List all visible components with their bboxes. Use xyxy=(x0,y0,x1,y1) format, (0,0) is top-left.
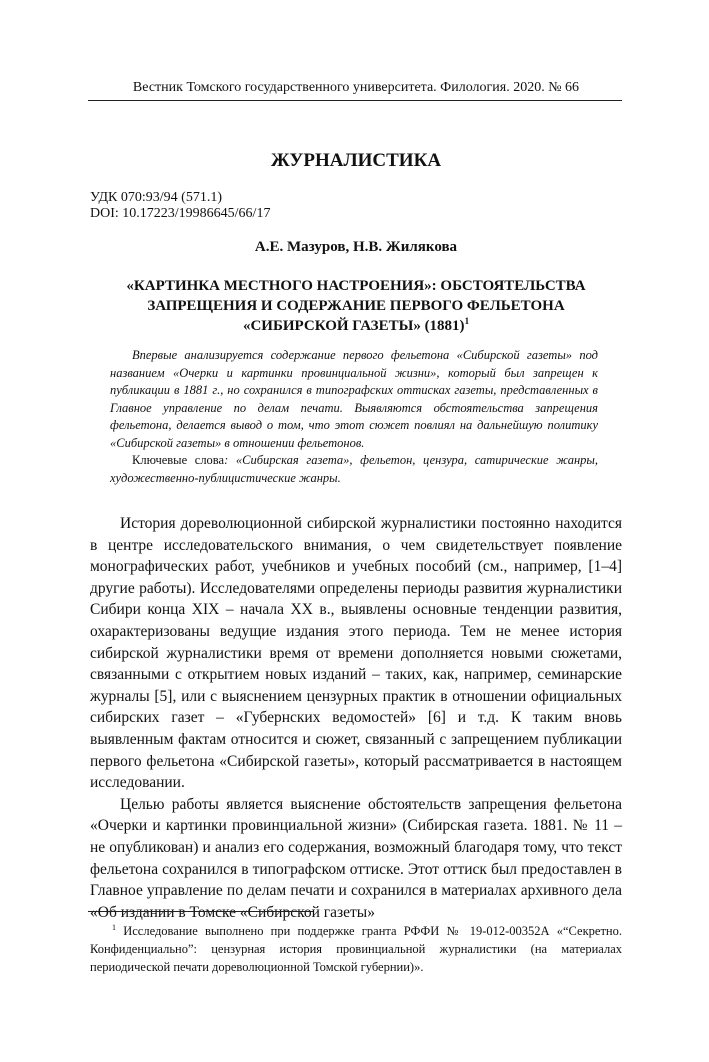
article-body xyxy=(90,513,622,923)
footnote-rule xyxy=(88,911,313,912)
abstract xyxy=(110,347,598,487)
abstract-text: Впервые анализируется содержание первого фельетона «Сибирской газеты» под названием «Очерки и картинки провинциальной жизни», который был запрещен к публикации в 1881 г., но сохранился в типографских оттисках газеты, представленных в Главное управление по делам печати. Выявляются обстоятельства запрещения фельетона, делается вывод о том, что этот сюжет повлиял на дальнейшую политику «Сибирской газеты» в отношении фельетонов. xyxy=(110,348,598,450)
keywords-label: Ключевые слова xyxy=(132,453,225,467)
footnote-text: Исследование выполнено при поддержке гранта РФФИ № 19-012-00352А «“Секретно. Конфиденциально”: цензурная история провинциальной журналистики (на материалах периодической печати дореволюционной Томской губернии)». xyxy=(90,924,622,974)
header-rule xyxy=(88,100,622,101)
keywords-list: : «Сибирская газета», фельетон, цензура, сатирические жанры, художественно-публицистические жанры. xyxy=(110,453,598,485)
running-head: Вестник Томского государственного университета. Филология. 2020. № 66 xyxy=(132,80,580,95)
doi: DOI: 10.17223/19986645/66/17 xyxy=(90,206,271,221)
article-title xyxy=(90,276,622,336)
title-footnote-marker[interactable]: 1 xyxy=(464,316,470,326)
article-title-line-2: ЗАПРЕЩЕНИЯ И СОДЕРЖАНИЕ ПЕРВОГО ФЕЛЬЕТОНА xyxy=(147,298,565,314)
udk-code: УДК 070:93/94 (571.1) xyxy=(90,190,222,205)
footnote xyxy=(90,922,622,976)
keywords xyxy=(110,452,598,487)
article-title-line-1: «КАРТИНКА МЕСТНОГО НАСТРОЕНИЯ»: ОБСТОЯТЕЛЬСТВА xyxy=(126,278,586,294)
article-title-line-3-text: «СИБИРСКОЙ ГАЗЕТЫ» (1881) xyxy=(242,318,465,334)
article-title-line-3 xyxy=(90,316,622,336)
article-meta xyxy=(90,190,622,222)
body-paragraph: Целью работы является выяснение обстоятельств запрещения фельетона «Очерки и картинки провинциальной жизни» (Сибирская газета. 1881. № 11 – не опубликован) и анализ его содержания, возможный благодаря тому, что текст фельетона сохранился в типографском оттиске. Этот оттиск был предоставлен в Главное управление по делам печати и сохранился в материалах архивного дела «Об издании в Томске «Сибирской газеты» xyxy=(90,795,622,921)
footnote-text-block xyxy=(90,922,622,976)
body-paragraph: История дореволюционной сибирской журналистики постоянно находится в центре исследовательского внимания, о чем свидетельствует появление монографических работ, учебников и учебных пособий (см., например, [1–4] другие работы). Исследователями определены периоды развития журналистики Сибири конца XIX – начала XX в., выявлены основные тенденции развития, охарактеризованы ведущие издания этого периода. Тем не менее история сибирской журналистики время от времени дополняется новыми сюжетами, связанными с открытием новых изданий – таких, как, например, семинарские журналы [5], или с выяснением цензурных практик в отношении официальных сибирских газет – «Губернских ведомостей» [6] и т.д. К таким вновь выявленным фактам относится и сюжет, связанный с запрещением публикации первого фельетона «Сибирской газеты», который рассматривается в настоящем исследовании. xyxy=(90,515,622,792)
footnote-marker: 1 xyxy=(112,923,116,932)
section-title: ЖУРНАЛИСТИКА xyxy=(270,150,442,171)
authors: А.Е. Мазуров, Н.В. Жилякова xyxy=(254,239,458,255)
